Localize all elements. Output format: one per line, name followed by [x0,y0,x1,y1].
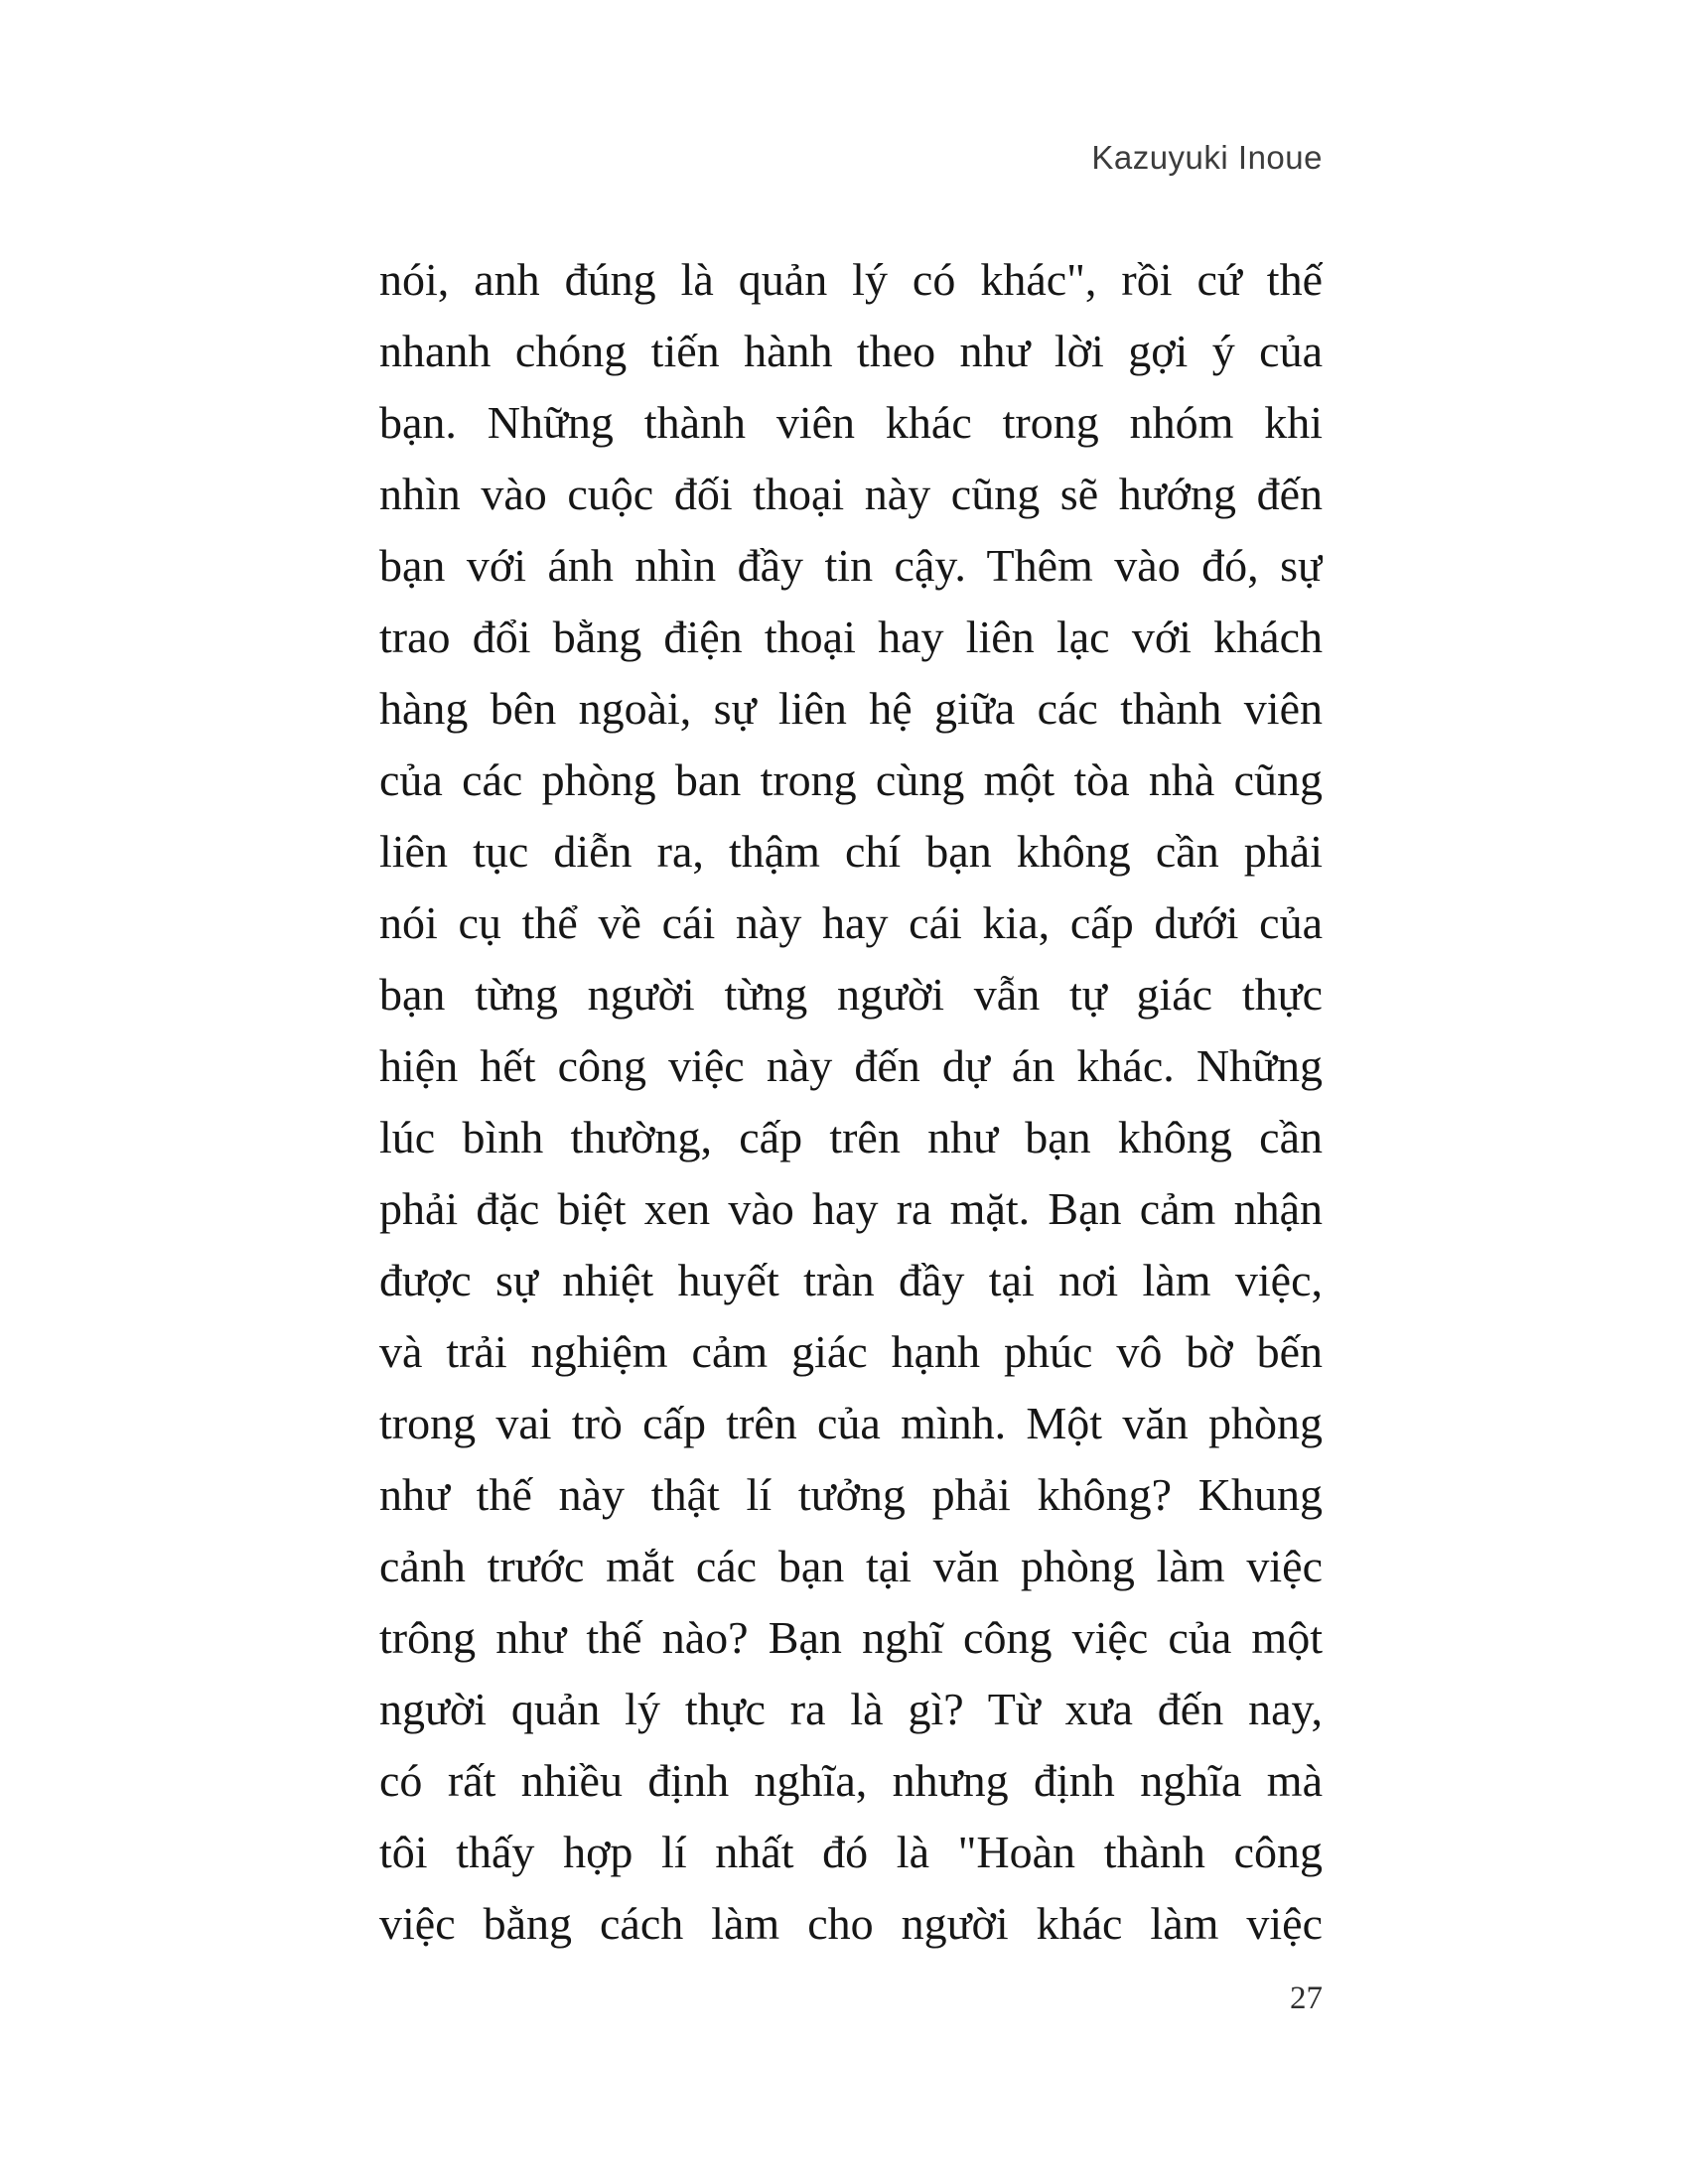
text-line: trông như thế nào? Bạn nghĩ công việc của một [379,1612,1323,1663]
text-line: phải đặc biệt xen vào hay ra mặt. Bạn cảm nhận [379,1183,1323,1234]
text-line: trong vai trò cấp trên của mình. Một văn phòng [379,1398,1323,1448]
text-line: tôi thấy hợp lí nhất đó là "Hoàn thành công [379,1827,1323,1877]
text-line: liên tục diễn ra, thậm chí bạn không cần phải [379,826,1323,877]
text-line: có rất nhiều định nghĩa, nhưng định nghĩa mà [379,1755,1323,1806]
text-line: của các phòng ban trong cùng một tòa nhà cũng [379,754,1323,805]
text-line: bạn. Những thành viên khác trong nhóm khi [379,397,1323,448]
text-line: như thế này thật lí tưởng phải không? Khung [379,1469,1323,1520]
text-line: lúc bình thường, cấp trên như bạn không cần [379,1112,1323,1162]
text-line: được sự nhiệt huyết tràn đầy tại nơi làm việc, [379,1255,1323,1305]
running-header-author: Kazuyuki Inoue [1091,139,1323,176]
text-line: hiện hết công việc này đến dự án khác. Những [379,1040,1323,1091]
text-line: cảnh trước mắt các bạn tại văn phòng làm việc [379,1541,1323,1591]
body-text [379,244,1323,1960]
text-line: nhanh chóng tiến hành theo như lời gợi ý của [379,326,1323,376]
page-number: 27 [1290,1980,1323,2016]
text-line: và trải nghiệm cảm giác hạnh phúc vô bờ bến [379,1326,1323,1377]
text-line: việc bằng cách làm cho người khác làm việc [379,1898,1323,1949]
text-line: người quản lý thực ra là gì? Từ xưa đến nay, [379,1684,1323,1734]
text-line: trao đổi bằng điện thoại hay liên lạc với khách [379,612,1323,662]
text-line: bạn từng người từng người vẫn tự giác thực [379,969,1323,1020]
text-line: hàng bên ngoài, sự liên hệ giữa các thành viên [379,683,1323,734]
text-line: nhìn vào cuộc đối thoại này cũng sẽ hướng đến [379,469,1323,519]
text-line: nói cụ thể về cái này hay cái kia, cấp dưới của [379,897,1323,948]
text-line: nói, anh đúng là quản lý có khác", rồi cứ thế [379,254,1323,305]
text-line: bạn với ánh nhìn đầy tin cậy. Thêm vào đó, sự [379,540,1323,591]
